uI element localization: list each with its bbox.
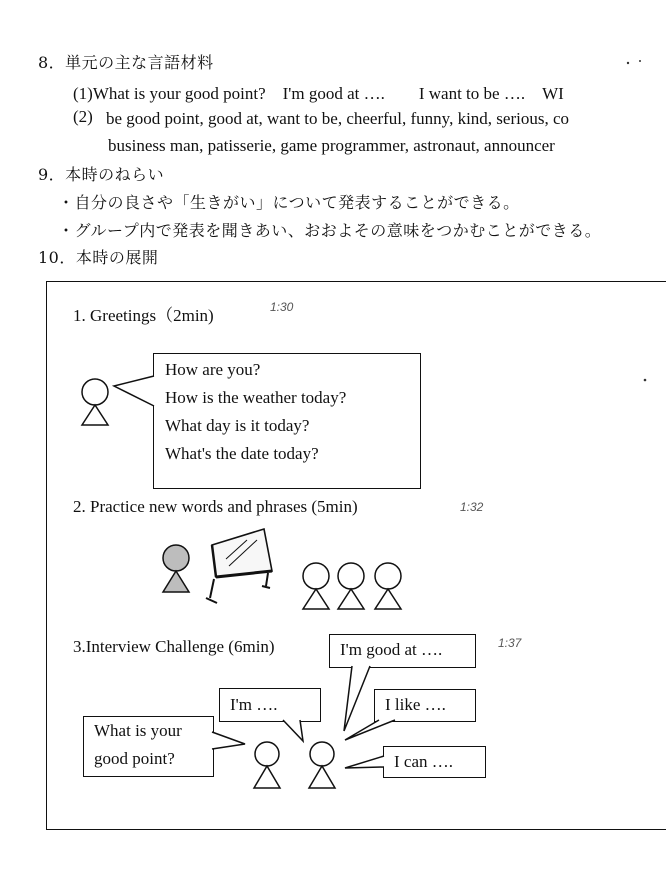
interviewee-figure (309, 742, 335, 788)
greeting-bubble-tail (114, 376, 154, 406)
interview-heading: 3.Interview Challenge (6min) (73, 637, 275, 656)
interviewer-figure (254, 742, 280, 788)
greeting-speaker-figure (82, 379, 108, 425)
section-10-title: 10．本時の展開 (38, 248, 159, 267)
greetings-line-2: How is the weather today? (165, 388, 347, 407)
practice-time-note: 1:32 (460, 500, 484, 514)
section-8-title: 8．単元の主な言語材料 (38, 53, 214, 72)
can-text: I can …. (394, 752, 454, 771)
stray-mark (627, 62, 629, 64)
like-text: I like …. (385, 695, 446, 714)
greetings-line-1: How are you? (165, 360, 261, 379)
student-figures (303, 563, 401, 609)
whiteboard-icon (206, 529, 272, 603)
greetings-line-3: What day is it today? (165, 416, 310, 435)
section-9-title: 9．本時のねらい (38, 165, 165, 184)
section-8-line-2-number: (2) (73, 107, 93, 126)
question-line-2: good point? (94, 749, 175, 768)
section-8-line-2: be good point, good at, want to be, cheerful, funny, kind, serious, co (106, 109, 569, 128)
section-8-line-3: business man, patisserie, game programmer, astronaut, announcer (108, 136, 555, 155)
interview-bubble-tails (212, 666, 395, 768)
greetings-line-4: What's the date today? (165, 444, 319, 463)
greetings-heading: 1. Greetings（2min) (73, 306, 214, 325)
stray-mark (639, 60, 641, 62)
greetings-time-note: 1:30 (270, 300, 294, 314)
im-text: I'm …. (230, 695, 278, 714)
stray-mark (644, 379, 647, 382)
section-8-line-1: (1)What is your good point? I'm good at …. I want to be …. WI (73, 84, 564, 103)
teacher-figure (163, 545, 189, 592)
section-9-bullet-2: ・グループ内で発表を聞きあい、おおよその意味をつかむことができる。 (58, 221, 602, 240)
question-line-1: What is your (94, 721, 182, 740)
good-at-text: I'm good at …. (340, 640, 443, 659)
practice-heading: 2. Practice new words and phrases (5min) (73, 497, 358, 516)
section-9-bullet-1: ・自分の良さや「生きがい」について発表することができる。 (58, 193, 520, 212)
interview-time-note: 1:37 (498, 636, 522, 650)
